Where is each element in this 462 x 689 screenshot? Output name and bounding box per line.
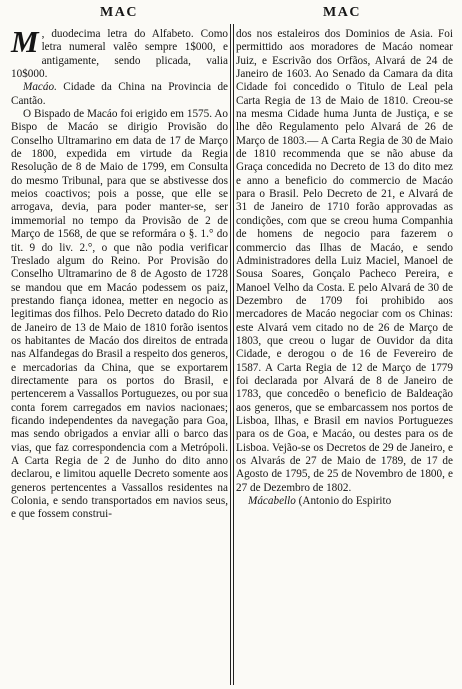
entry-paragraph [11,108,228,522]
column-divider-rule [230,24,231,685]
entry-term: Mácabello [248,495,296,508]
entry-paragraph [236,28,453,495]
left-column [11,24,228,522]
entry-term: Macáo. [23,81,57,94]
entry-paragraph [11,81,228,108]
column-divider-rule [233,24,234,685]
paragraph-text: O Bispado de Macáo foi erigido em 1575. Ao Bispo de Macáo se dirigio Provisão do Conselho Ultramarino em data de 17 de Março de 1800, expedida em virtude da Regia Resolução de 8 de Maio de 1799, em Consulta do mesmo Tribunal, para que se abstivesse dos meios coactivos; pois a posse, que elle se arrogava, devia, para poder manter-se, ser immemorial no tempo da Provisão de 2 de Março de 1568, de que se reformára o §. 1.° do tit. 9 do liv. 2.°, o que não podia verificar Treslado algum do Reino. Por Provisão do Conselho Ultramarino de 8 de Agosto de 1728 se mandou que em Macáo podessem os paiz, prestando fiança idonea, metter en negocio as legitimas dos filhos. Pelo Decreto datado do Rio de Janeiro de 13 de Maio de 1810 forão isentos os habitantes de Macáo dos direitos de entrada nas Alfandegas do Brasil a respeito dos generos, e mercadorias da China, que se exportarem directamente para os portos do Brasil, e pertencerem a Vassallos Portuguezes, ou por sua conta forem carregados em navios nacionaes; ficando independentes da navegação para Goa, mas sendo obrigados a enviar alli o barco das vias, que faz correspondencia com a Metrópoli. A Carta Regia de 2 de Junho do dito anno declarou, e limitou aquelle Decreto somente aos generos pertencentes a Vassallos residentes na Colonia, e sendo transportados em navios seus, e que fossem construi- [11,108,228,521]
entry-paragraph [236,495,453,508]
paragraph-text: , duodecima letra do Alfabeto. Como letra numeral valêo sempre 1$000, e antigamente, sendo plicada, valia 10$000. [11,28,228,81]
entry-paragraph [11,24,228,81]
running-head-left: MAC [100,5,138,20]
paragraph-text: dos nos estaleiros dos Dominios de Asia. Foi permittido aos moradores de Macáo nomear Juiz, e Escrivão dos Orfãos, Alvará de 24 de Janeiro de 1603. Ao Senado da Camara da dita Cidade foi concedido o Titulo de Leal pela Carta Regia de 13 de Maio de 1810. Creou-se na mesma Cidade huma Junta de Justiça, e se lhe dêo Regulamento pelo Alvará de 26 de Março de 1803.— A Carta Regia de 30 de Maio de 1810 recommenda que se não abuse da Graça concedida no Decreto de 13 do dito mez e anno a beneficio do commercio de Macáo para o Brasil. Pelo Decreto de 21, e Alvará de 31 de Janeiro de 1710 forão approvadas as condições, com que se creou huma Companhia de homens de negocio para fazerem o commercio das Ilhas de Macáo, e sendo Administradores della Luiz Maciel, Manoel de Sousa Soares, Gonçalo Pacheco Pereira, e Manoel Velho da Costa. E pelo Alvará de 30 de Dezembro de 1709 foi prohibido aos mercadores de Macáo negociar com os Chinas: este Alvará vem citado no de 26 de Março de 1803, que creou o lugar de Ouvidor da dita Cidade, e derogou o de 16 de Fevereiro de 1587. A Carta Regia de 12 de Março de 1779 foi declarada por Alvará de 8 de Janeiro de 1783, que concedêo o beneficio de Baldeação aos generos, que se embarcassem nos portos de Lisboa, Ilhas, e Brasil em navios Portuguezes para os de Goa, e Macáo, ou destes para os de Lisboa. Vejão-se os Decretos de 29 de Janeiro, e os Alvarás de 27 de Maio de 1789, de 17 de Agosto de 1795, de 25 de Novembro de 1800, e 27 de Dezembro de 1802. [236,28,453,494]
paragraph-text: Cidade da China na Provincia de Cantão. [11,81,228,107]
right-column [236,28,453,508]
paragraph-text: (Antonio do Espirito [295,495,392,508]
running-head-right: MAC [323,5,361,20]
drop-cap: M [11,24,39,59]
